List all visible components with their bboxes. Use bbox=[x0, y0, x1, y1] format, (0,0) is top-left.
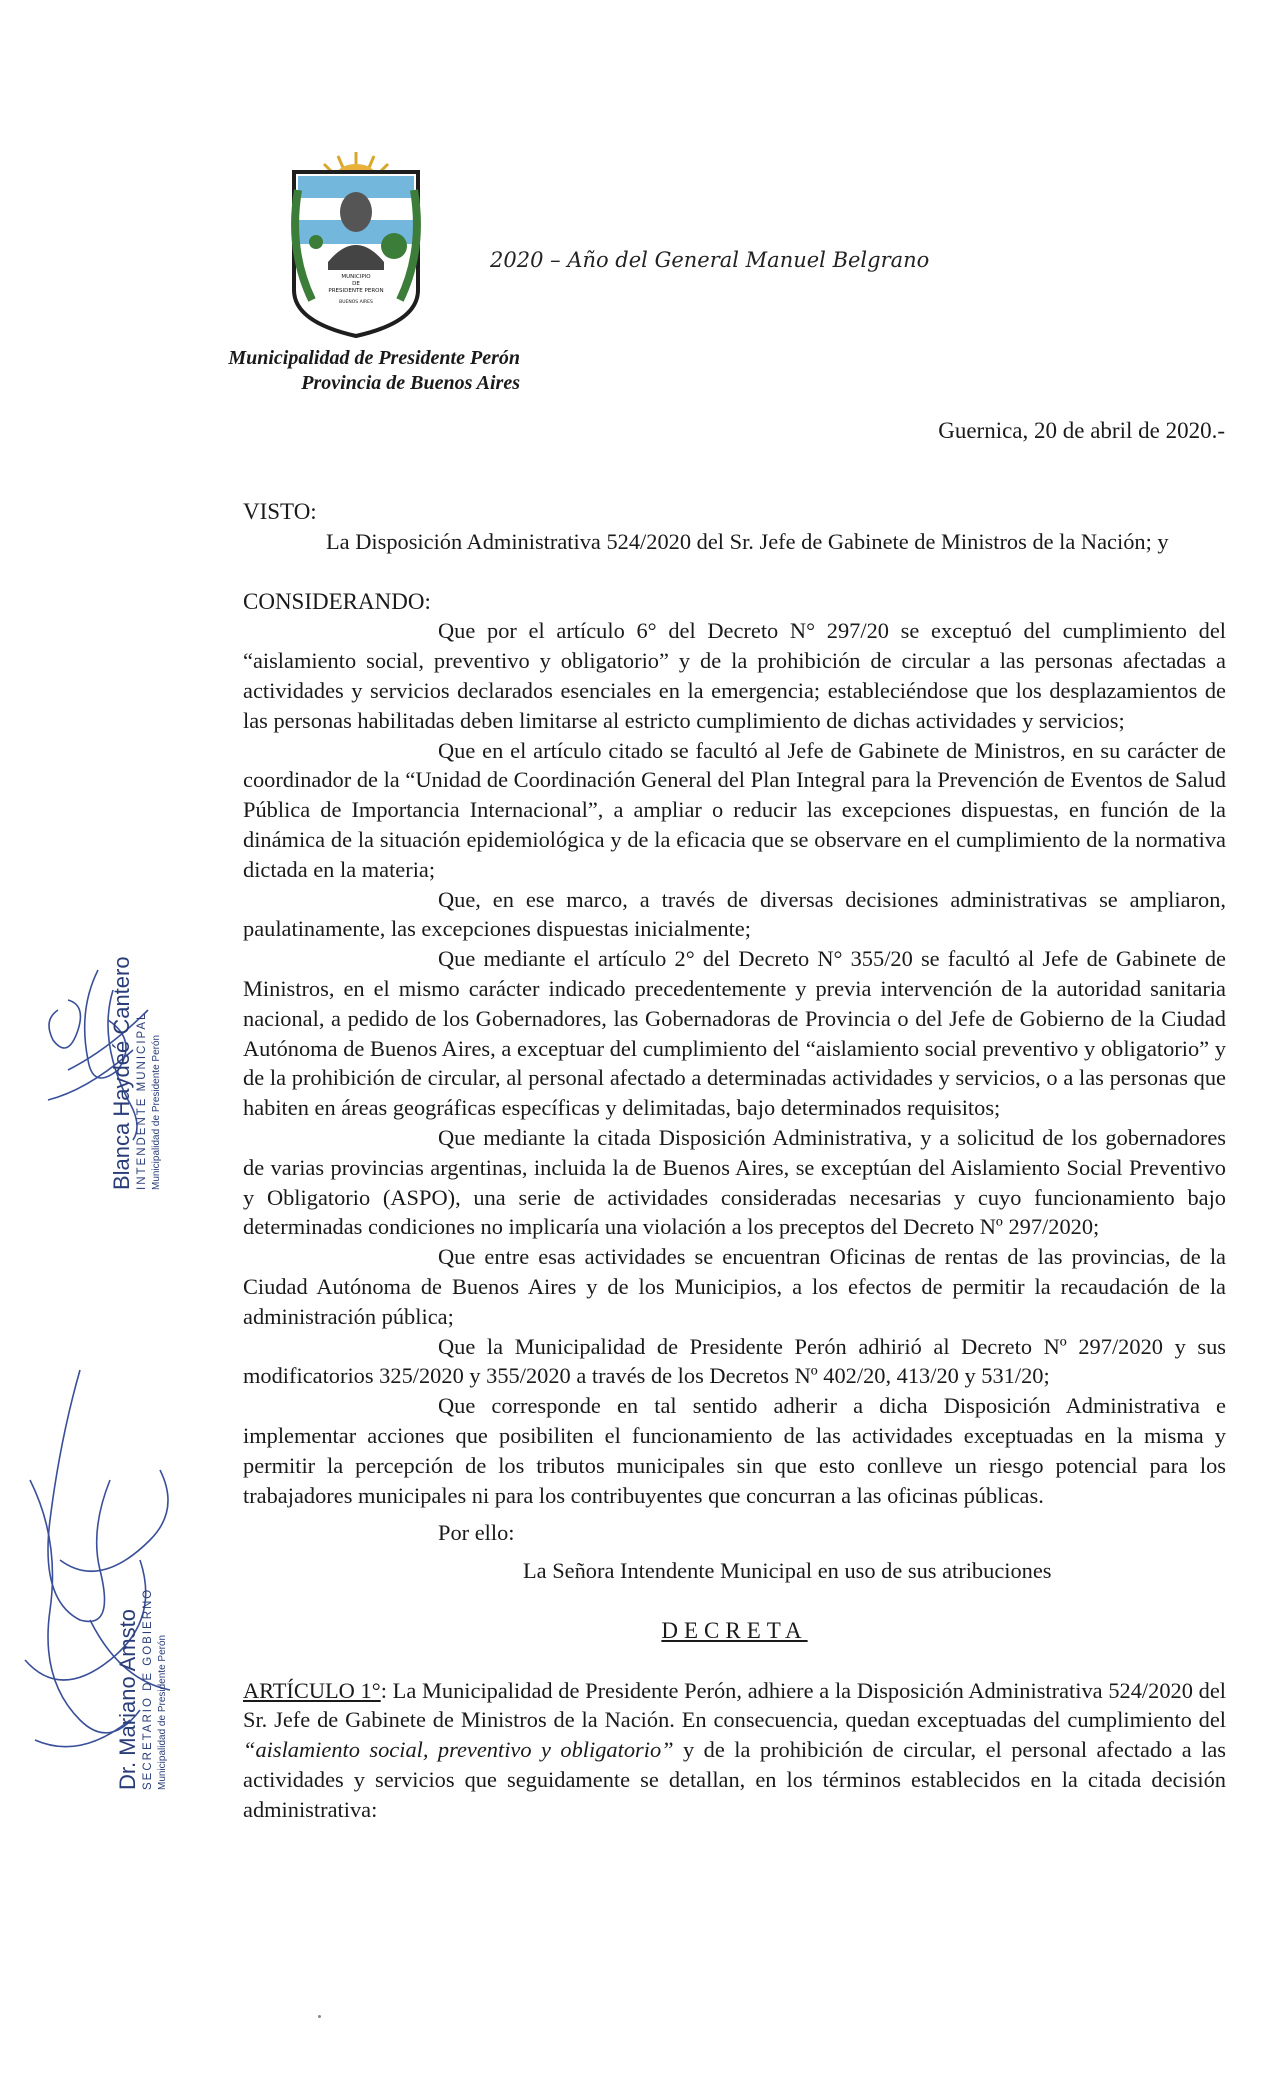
signer-1-institution: Municipalidad de Presidente Perón bbox=[151, 1034, 162, 1190]
crest-text-1: MUNICIPIO bbox=[341, 274, 371, 280]
signer-2-role: SECRETARIO DE GOBIERNO bbox=[142, 1587, 154, 1790]
visto-heading: VISTO: bbox=[243, 499, 317, 524]
article-1-title: ARTÍCULO 1° bbox=[243, 1677, 381, 1703]
decree-body bbox=[243, 497, 1226, 1825]
signer-1-name: Blanca Haydeé Cantero bbox=[109, 956, 134, 1190]
year-motto: 2020 – Año del General Manuel Belgrano bbox=[490, 248, 930, 272]
considerando-paragraph: Que mediante el artículo 2° del Decreto N° 355/20 se facultó al Jefe de Gabinete de Ministros, en el mismo carácter indicado precedentemente y previa intervención de la autoridad sanitaria nacional, a pedido de los Gobernadores, las Gobernadoras de Provincia o del Jefe de Gobierno de la Ciudad Autónoma de Buenos Aires, a exceptuar del cumplimiento del “aislamiento social preventivo y obligatorio” y de la prohibición de circular, al personal afectado a determinadas actividades y servicios, o a las personas que habiten en áreas geográficas específicas y delimitadas, bajo determinados requisitos; bbox=[243, 946, 1226, 1121]
crest-text-4: BUENOS AIRES bbox=[339, 300, 373, 305]
visto-text: La Disposición Administrativa 524/2020 del Sr. Jefe de Gabinete de Ministros de la Nación; y bbox=[326, 528, 1169, 554]
signer-2-name: Dr. Mariano Amsto bbox=[115, 1609, 140, 1790]
signature-1-stamp bbox=[110, 956, 164, 1190]
considerando-paragraph: Que mediante la citada Disposición Administrativa, y a solicitud de los gobernadores de varias provincias argentinas, incluida la de Buenos Aires, se exceptúan del Aislamiento Social Preventivo y Obligatorio (ASPO), una serie de actividades consideradas necesarias y cuyo funcionamiento bajo determinadas condiciones no implicaría una violación a los preceptos del Decreto Nº 297/2020; bbox=[243, 1124, 1226, 1240]
considerando-heading: CONSIDERANDO: bbox=[243, 588, 431, 614]
province-name: Provincia de Buenos Aires bbox=[301, 372, 520, 394]
considerando-paragraph: Que la Municipalidad de Presidente Perón adhirió al Decreto Nº 297/2020 y sus modificatorios 325/2020 y 355/2020 a través de los Decretos Nº 402/20, 413/20 y 531/20; bbox=[243, 1333, 1226, 1389]
signer-2-institution: Municipalidad de Presidente Perón bbox=[157, 1634, 168, 1790]
municipal-crest-icon bbox=[282, 150, 430, 340]
article-1-text-a: : La Municipalidad de Presidente Perón, adhiere a la Disposición Administrativa 524/2020 del Sr. Jefe de Gabinete de Ministros de la Nación. En consecuencia, quedan exceptuadas del cumplimiento del bbox=[243, 1677, 1226, 1733]
decreta-heading: DECRETA bbox=[661, 1617, 808, 1643]
municipality-name: Municipalidad de Presidente Perón bbox=[228, 347, 520, 369]
municipality-header bbox=[150, 346, 520, 396]
signer-1-role: INTENDENTE MUNICIPAL bbox=[136, 1011, 148, 1190]
article-1 bbox=[243, 1676, 1226, 1825]
authority-clause: La Señora Intendente Municipal en uso de sus atribuciones bbox=[523, 1558, 1052, 1584]
place-date: Guernica, 20 de abril de 2020.- bbox=[938, 418, 1225, 443]
signature-2-scribble-icon bbox=[20, 1360, 200, 1780]
article-1-italic: “aislamiento social, preventivo y obligatorio” bbox=[243, 1737, 674, 1763]
considerando-paragraph: Que entre esas actividades se encuentran Oficinas de rentas de las provincias, de la Ciudad Autónoma de Buenos Aires y de los Municipios, a los efectos de permitir la recaudación de la administración pública; bbox=[243, 1244, 1226, 1329]
scan-speck bbox=[318, 2015, 321, 2018]
considerando-paragraph: Que corresponde en tal sentido adherir a dicha Disposición Administrativa e implementar acciones que posibiliten el funcionamiento de las actividades exceptuadas en la misma y permitir la percepción de los tributos municipales sin que esto conlleve un riesgo potencial para los trabajadores municipales ni para los contribuyentes que concurran a las oficinas públicas. bbox=[243, 1393, 1226, 1508]
considerando-paragraph: Que por el artículo 6° del Decreto N° 297/20 se exceptuó del cumplimiento del “aislamiento social, preventivo y obligatorio” y de la prohibición de circular a las personas afectadas a actividades y servicios declarados esenciales en la emergencia; estableciéndose que los desplazamientos de las personas habilitadas deben limitarse al estricto cumplimiento de dichas actividades y servicios; bbox=[243, 618, 1226, 733]
crest-text-2: DE bbox=[352, 281, 360, 287]
considerando-paragraph: Que, en ese marco, a través de diversas decisiones administrativas se ampliaron, paulatinamente, las excepciones dispuestas inicialmente; bbox=[243, 886, 1226, 942]
signature-2-stamp bbox=[116, 1588, 170, 1790]
por-ello: Por ello: bbox=[438, 1520, 515, 1546]
considerando-paragraph: Que en el artículo citado se facultó al Jefe de Gabinete de Ministros, en su carácter de coordinador de la “Unidad de Coordinación General del Plan Integral para la Prevención de Eventos de Salud Pública de Importancia Internacional”, a ampliar o reducir las excepciones dispuestas, en función de la dinámica de la situación epidemiológica y de la eficacia que se observare en el cumplimiento de la normativa dictada en la materia; bbox=[243, 737, 1226, 882]
article-1-text-b: y de la prohibición de circular, el personal afectado a las actividades y servicios que seguidamente se detallan, en los términos establecidos en la citada decisión administrativa: bbox=[243, 1737, 1226, 1822]
crest-text-3: PRESIDENTE PERON bbox=[328, 288, 384, 294]
